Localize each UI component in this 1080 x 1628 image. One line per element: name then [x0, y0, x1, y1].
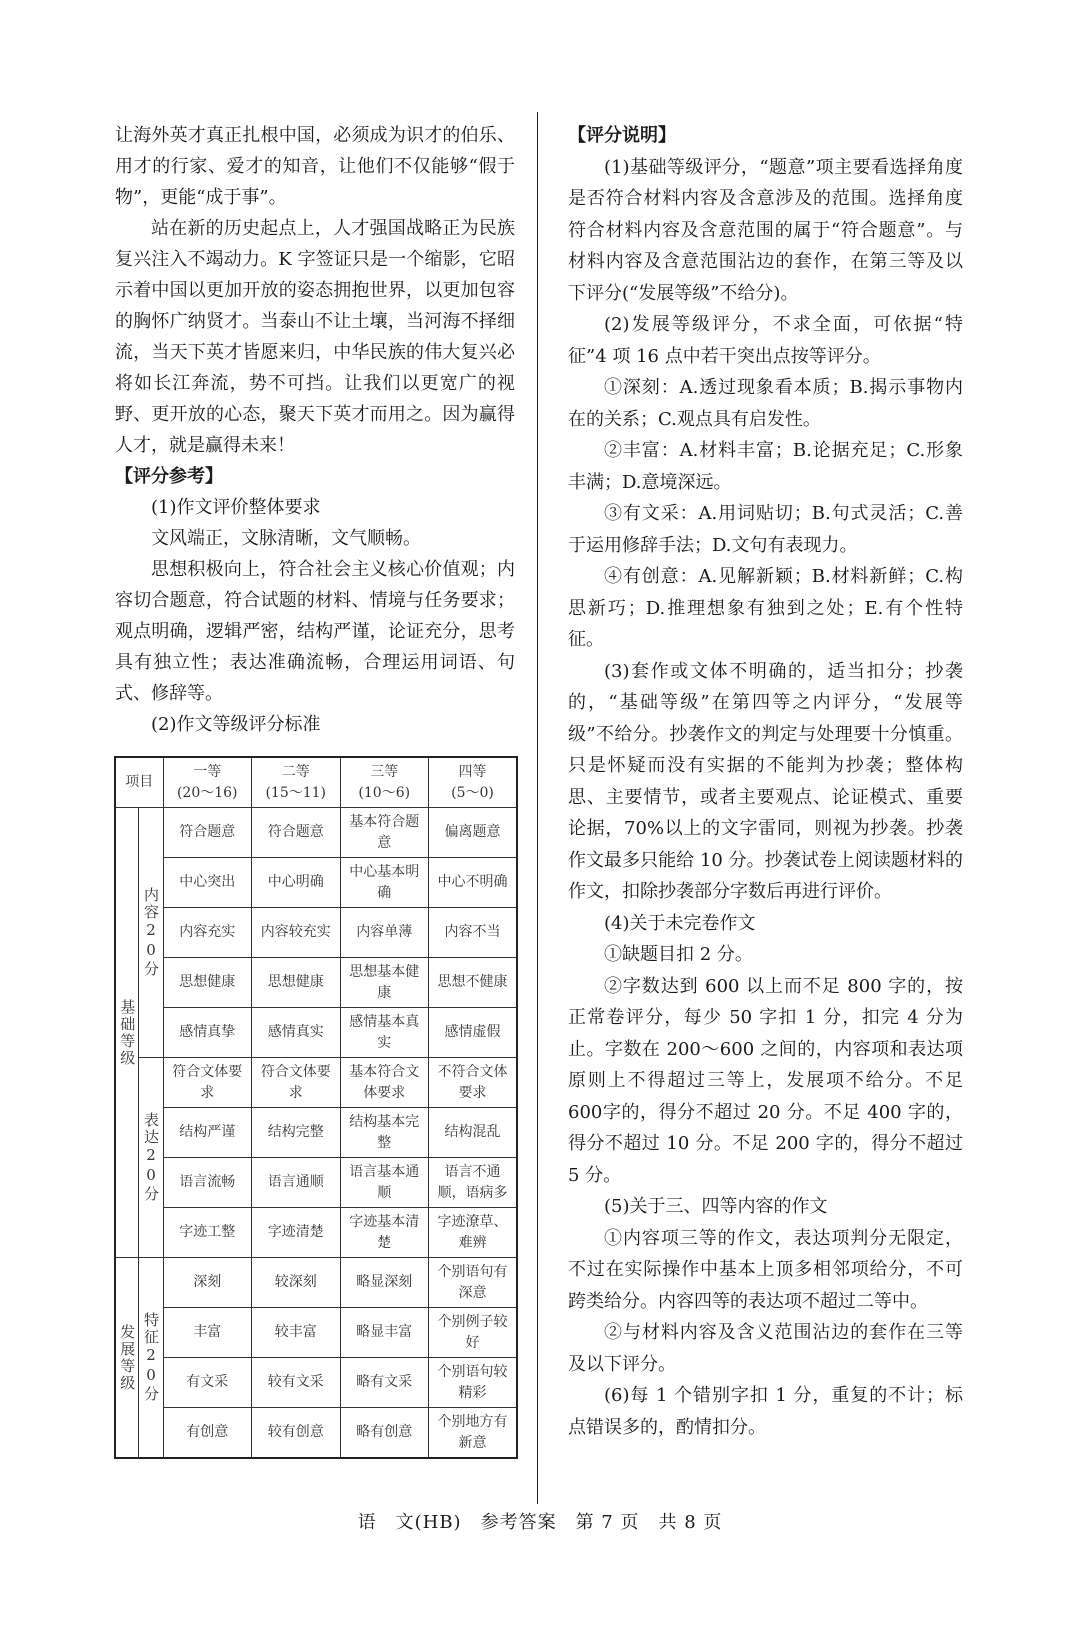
- group-basic: 基础等级: [115, 808, 138, 1258]
- table-cell: 字迹工整: [163, 1208, 252, 1258]
- table-cell: 语言流畅: [163, 1158, 252, 1208]
- level-header: 三等 (10～6): [340, 757, 429, 808]
- left-column: [115, 120, 515, 740]
- note-paragraph: ③有文采：A.用词贴切；B.句式灵活；C.善于运用修辞手法；D.文句有表现力。: [568, 503, 963, 556]
- table-cell: 思想不健康: [429, 958, 518, 1008]
- column-divider: [537, 112, 538, 1504]
- table-cell: 结构基本完整: [340, 1108, 429, 1158]
- subgroup-content: 内容20分: [138, 808, 163, 1058]
- note-paragraph: ②与材料内容及含义范围沾边的套作在三等及以下评分。: [568, 1322, 963, 1375]
- item-heading: (1)作文评价整体要求: [151, 497, 321, 518]
- table-cell: 内容不当: [429, 908, 518, 958]
- table-cell: 个别语句有深意: [429, 1258, 518, 1308]
- table-row: [115, 1108, 517, 1158]
- table-cell: 感情真实: [252, 1008, 341, 1058]
- table-cell: 中心不明确: [429, 858, 518, 908]
- level-header: 二等 (15～11): [252, 757, 341, 808]
- table-row: [115, 1408, 517, 1459]
- table-row: [115, 1158, 517, 1208]
- table-cell: 符合题意: [163, 808, 252, 858]
- table-cell: 语言基本通顺: [340, 1158, 429, 1208]
- table-row: [115, 1208, 517, 1258]
- table-cell: 基本符合文体要求: [340, 1058, 429, 1108]
- table-cell: 内容较充实: [252, 908, 341, 958]
- table-cell: 字迹清楚: [252, 1208, 341, 1258]
- subgroup-expression: 表达20分: [138, 1058, 163, 1258]
- table-row: [115, 908, 517, 958]
- essay-paragraph: 让海外英才真正扎根中国，必须成为识才的伯乐、用才的行家、爱才的知音，让他们不仅能够“假于物”，更能“成于事”。: [115, 125, 515, 208]
- table-cell: 个别语句较精彩: [429, 1358, 518, 1408]
- note-paragraph: ①深刻：A.透过现象看本质；B.揭示事物内在的关系；C.观点具有启发性。: [568, 377, 963, 430]
- table-row: [115, 1258, 517, 1308]
- table-cell: 个别地方有新意: [429, 1408, 518, 1459]
- table-cell: 有创意: [163, 1408, 252, 1459]
- table-cell: 中心突出: [163, 858, 252, 908]
- table-cell: 略显深刻: [340, 1258, 429, 1308]
- table-cell: 较有文采: [252, 1358, 341, 1408]
- requirement-text: 文风端正，文脉清晰，文气顺畅。: [151, 528, 421, 549]
- table-row: [115, 1358, 517, 1408]
- group-develop: 发展等级: [115, 1258, 138, 1459]
- grading-table: [114, 756, 518, 1459]
- table-cell: 内容单薄: [340, 908, 429, 958]
- table-cell: 偏离题意: [429, 808, 518, 858]
- note-paragraph: ②字数达到 600 以上而不足 800 字的，按正常卷评分，每少 50 字扣 1 分，扣完 4 分为止。字数在 200～600 之间的，内容项和表达项原则上不得超过三等上，发展项不给分。不足 600字的，得分不超过 20 分。不足 400 字的，得分不超过 10 分。不足 200 字的，得分不超过5 分。: [568, 975, 963, 1186]
- note-paragraph: (5)关于三、四等内容的作文: [604, 1196, 828, 1217]
- table-row: [115, 1008, 517, 1058]
- note-paragraph: ②丰富：A.材料丰富；B.论据充足；C.形象丰满；D.意境深远。: [568, 440, 963, 493]
- table-cell: 基本符合题意: [340, 808, 429, 858]
- table-cell: 较深刻: [252, 1258, 341, 1308]
- subgroup-feature: 特征20分: [138, 1258, 163, 1459]
- table-cell: 丰富: [163, 1308, 252, 1358]
- note-paragraph: (2)发展等级评分，不求全面，可依据“特征”4 项 16 点中若干突出点按等评分。: [568, 314, 963, 367]
- table-cell: 略有创意: [340, 1408, 429, 1459]
- table-cell: 符合文体要求: [252, 1058, 341, 1108]
- table-cell: 较丰富: [252, 1308, 341, 1358]
- table-cell: 感情真挚: [163, 1008, 252, 1058]
- table-cell: 个别例子较好: [429, 1308, 518, 1358]
- level-header: 一等 (20～16): [163, 757, 252, 808]
- table-row: [115, 958, 517, 1008]
- note-paragraph: (3)套作或文体不明确的，适当扣分；抄袭的，“基础等级”在第四等之内评分，“发展等级”不给分。抄袭作文的判定与处理要十分慎重。只是怀疑而没有实据的不能判为抄袭；整体构思、主要情节，或者主要观点、论证模式、重要论据，70%以上的文字雷同，则视为抄袭。抄袭作文最多只能给 10 分。抄袭试卷上阅读题材料的作文，扣除抄袭部分字数后再进行评价。: [568, 660, 963, 902]
- table-cell: 中心明确: [252, 858, 341, 908]
- page-footer: 语 文(HB) 参考答案 第 7 页 共 8 页: [357, 1512, 723, 1533]
- table-cell: 思想健康: [163, 958, 252, 1008]
- section-heading: 【评分说明】: [568, 125, 676, 146]
- note-paragraph: ①缺题目扣 2 分。: [604, 944, 753, 965]
- table-row: [115, 1308, 517, 1358]
- note-paragraph: (6)每 1 个错别字扣 1 分，重复的不计；标点错误多的，酌情扣分。: [568, 1385, 963, 1438]
- table-cell: 语言通顺: [252, 1158, 341, 1208]
- table-cell: 有文采: [163, 1358, 252, 1408]
- table-corner: 项目: [115, 757, 163, 808]
- table-cell: 字迹潦草、难辨: [429, 1208, 518, 1258]
- table-cell: 结构混乱: [429, 1108, 518, 1158]
- table-cell: 略显丰富: [340, 1308, 429, 1358]
- level-header: 四等 (5～0): [429, 757, 518, 808]
- table-cell: 中心基本明确: [340, 858, 429, 908]
- table-cell: 感情虚假: [429, 1008, 518, 1058]
- table-cell: 内容充实: [163, 908, 252, 958]
- table-cell: 语言不通顺，语病多: [429, 1158, 518, 1208]
- table-row: [115, 808, 517, 858]
- essay-paragraph: 站在新的历史起点上，人才强国战略正为民族复兴注入不竭动力。K 字签证只是一个缩影，它昭示着中国以更加开放的姿态拥抱世界，以更加包容的胸怀广纳贤才。当泰山不让土壤，当河海不择细流，当天下英才皆愿来归，中华民族的伟大复兴必将如长江奔流，势不可挡。让我们以更宽广的视野、更开放的心态，聚天下英才而用之。因为赢得人才，就是赢得未来！: [115, 218, 515, 456]
- section-heading: 【评分参考】: [115, 466, 223, 487]
- note-paragraph: ④有创意：A.见解新颖；B.材料新鲜；C.构思新巧；D.推理想象有独到之处；E.有个性特征。: [568, 566, 963, 650]
- table-header-row: [115, 757, 517, 808]
- table-cell: 深刻: [163, 1258, 252, 1308]
- requirement-text: 思想积极向上，符合社会主义核心价值观；内容切合题意，符合试题的材料、情境与任务要求；观点明确，逻辑严密，结构严谨，论证充分，思考具有独立性；表达准确流畅，合理运用词语、句式、修辞等。: [115, 559, 515, 704]
- table-cell: 符合文体要求: [163, 1058, 252, 1108]
- table-cell: 不符合文体要求: [429, 1058, 518, 1108]
- note-paragraph: ①内容项三等的作文，表达项判分无限定，不过在实际操作中基本上顶多相邻项给分，不可跨类给分。内容四等的表达项不超过二等中。: [568, 1227, 963, 1312]
- table-cell: 思想基本健康: [340, 958, 429, 1008]
- table-cell: 思想健康: [252, 958, 341, 1008]
- table-cell: 字迹基本清楚: [340, 1208, 429, 1258]
- table-cell: 较有创意: [252, 1408, 341, 1459]
- table-cell: 结构严谨: [163, 1108, 252, 1158]
- table-cell: 感情基本真实: [340, 1008, 429, 1058]
- table-cell: 结构完整: [252, 1108, 341, 1158]
- table-cell: 符合题意: [252, 808, 341, 858]
- table-row: [115, 858, 517, 908]
- right-column: [568, 120, 963, 1443]
- item-heading: (2)作文等级评分标准: [151, 714, 321, 735]
- note-paragraph: (1)基础等级评分，“题意”项主要看选择角度是否符合材料内容及含意涉及的范围。选择角度符合材料内容及含意范围的属于“符合题意”。与材料内容及含意范围沾边的套作，在第三等及以下评分(“发展等级”不给分)。: [568, 156, 963, 304]
- table-cell: 略有文采: [340, 1358, 429, 1408]
- note-paragraph: (4)关于未完卷作文: [604, 912, 756, 934]
- table-row: [115, 1058, 517, 1108]
